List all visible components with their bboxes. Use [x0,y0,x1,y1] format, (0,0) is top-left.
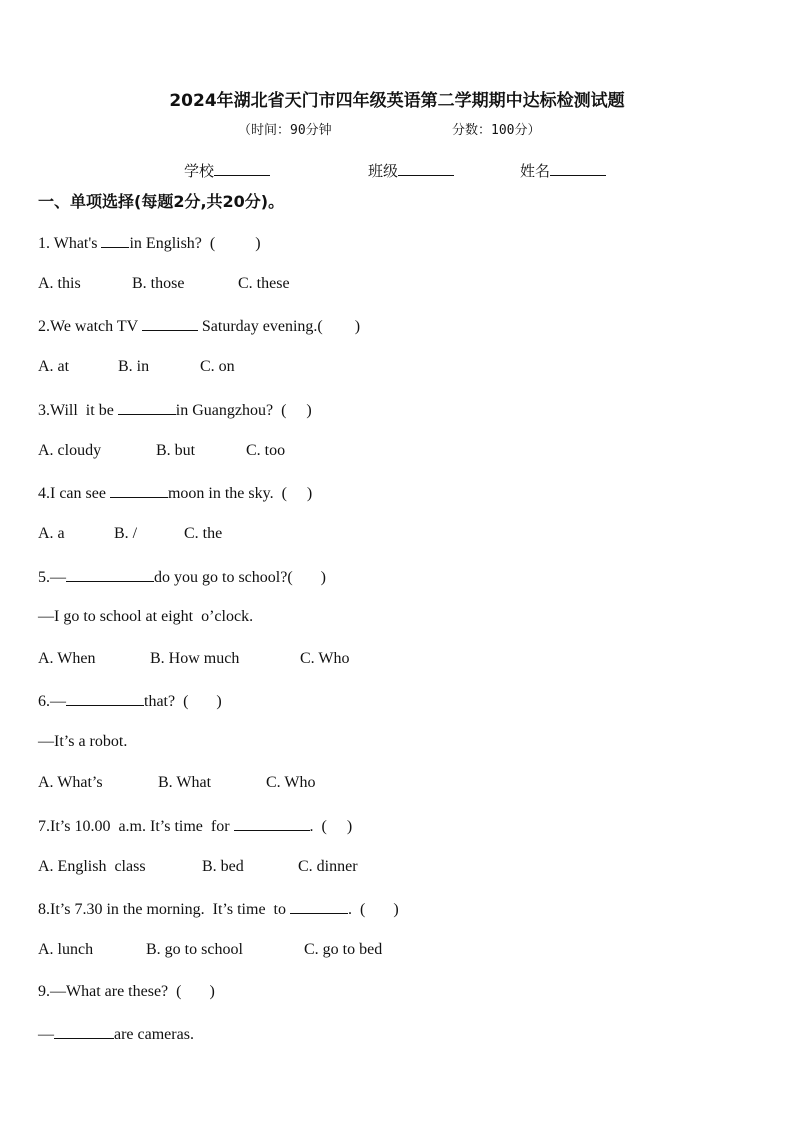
answer-blank[interactable] [66,567,154,582]
option-c[interactable]: C. on [200,358,235,375]
question-text: in Guangzhou? ( ) [175,402,312,419]
answer-blank[interactable] [110,483,168,498]
question-8 [38,899,399,919]
answer-blank[interactable] [234,816,310,831]
option-a[interactable]: A. What’s [38,774,103,791]
answer-blank[interactable] [54,1024,114,1039]
option-c[interactable]: C. too [246,442,286,459]
question-2 [38,316,360,336]
question-6-reply: —It’s a robot. [38,733,128,750]
name-field [520,160,606,181]
question-text: — [38,1026,54,1043]
option-c[interactable]: C. go to bed [304,941,383,958]
class-field [368,160,454,181]
question-9-reply [38,1024,194,1044]
question-text: 8.It’s 7.30 in the morning. It’s time to [38,901,290,918]
option-a[interactable]: A. this [38,275,81,292]
school-label: 学校 [184,162,215,180]
option-c[interactable]: C. Who [300,650,350,667]
question-text: 9.—What are these? ( ) [38,983,215,1000]
option-b[interactable]: B. those [132,275,185,292]
question-text: . ( ) [309,818,353,835]
option-a[interactable]: A. a [38,525,65,542]
class-label: 班级 [368,162,399,180]
answer-blank[interactable] [142,316,198,331]
school-blank[interactable] [214,161,270,176]
question-3 [38,400,312,420]
question-1 [38,233,261,253]
question-text: 6.— [38,693,66,710]
option-c[interactable]: C. these [238,275,290,292]
option-b[interactable]: B. How much [150,650,240,667]
question-text: moon in the sky. ( ) [167,485,313,502]
name-label: 姓名 [520,162,551,180]
question-text: 3.Will it be [38,402,118,419]
option-a[interactable]: A. When [38,650,96,667]
question-text: 4.I can see [38,485,110,502]
option-b[interactable]: B. go to school [146,941,243,958]
total-score: 分数：100分） [452,123,541,138]
option-a[interactable]: A. lunch [38,941,94,958]
option-c[interactable]: C. dinner [298,858,358,875]
section-heading: 一、单项选择(每题2分,共20分)。 [38,192,285,211]
option-b[interactable]: B. in [118,358,150,375]
question-text: . ( ) [347,901,399,918]
question-text: Saturday evening.( ) [197,318,361,335]
option-c[interactable]: C. Who [266,774,316,791]
option-b[interactable]: B. / [114,525,138,542]
option-a[interactable]: A. cloudy [38,442,102,459]
option-a[interactable]: A. at [38,358,70,375]
class-blank[interactable] [398,161,454,176]
question-text: 7.It’s 10.00 a.m. It’s time for [38,818,234,835]
option-b[interactable]: B. bed [202,858,244,875]
name-blank[interactable] [550,161,606,176]
question-text: in English? ( ) [129,235,261,252]
option-c[interactable]: C. the [184,525,223,542]
question-text: that? ( ) [144,693,222,710]
question-4 [38,483,312,503]
question-text: 2.We watch TV [38,318,142,335]
answer-blank[interactable] [101,233,129,248]
question-5-reply: —I go to school at eight o’clock. [38,608,254,625]
question-6 [38,691,222,711]
question-text: are cameras. [114,1026,194,1043]
question-7 [38,816,352,836]
school-field [184,160,270,181]
question-text: do you go to school?( ) [154,569,326,586]
answer-blank[interactable] [66,691,144,706]
option-b[interactable]: B. but [156,442,196,459]
time-limit: （时间：90分钟 [238,123,332,138]
question-9 [38,983,215,1001]
option-a[interactable]: A. English class [38,858,146,875]
question-text: 1. What's [38,235,102,252]
page-title: 2024年湖北省天门市四年级英语第二学期期中达标检测试题 [169,91,625,111]
option-b[interactable]: B. What [158,774,212,791]
question-5 [38,567,326,587]
answer-blank[interactable] [118,400,176,415]
question-text: 5.— [38,569,66,586]
answer-blank[interactable] [290,899,348,914]
